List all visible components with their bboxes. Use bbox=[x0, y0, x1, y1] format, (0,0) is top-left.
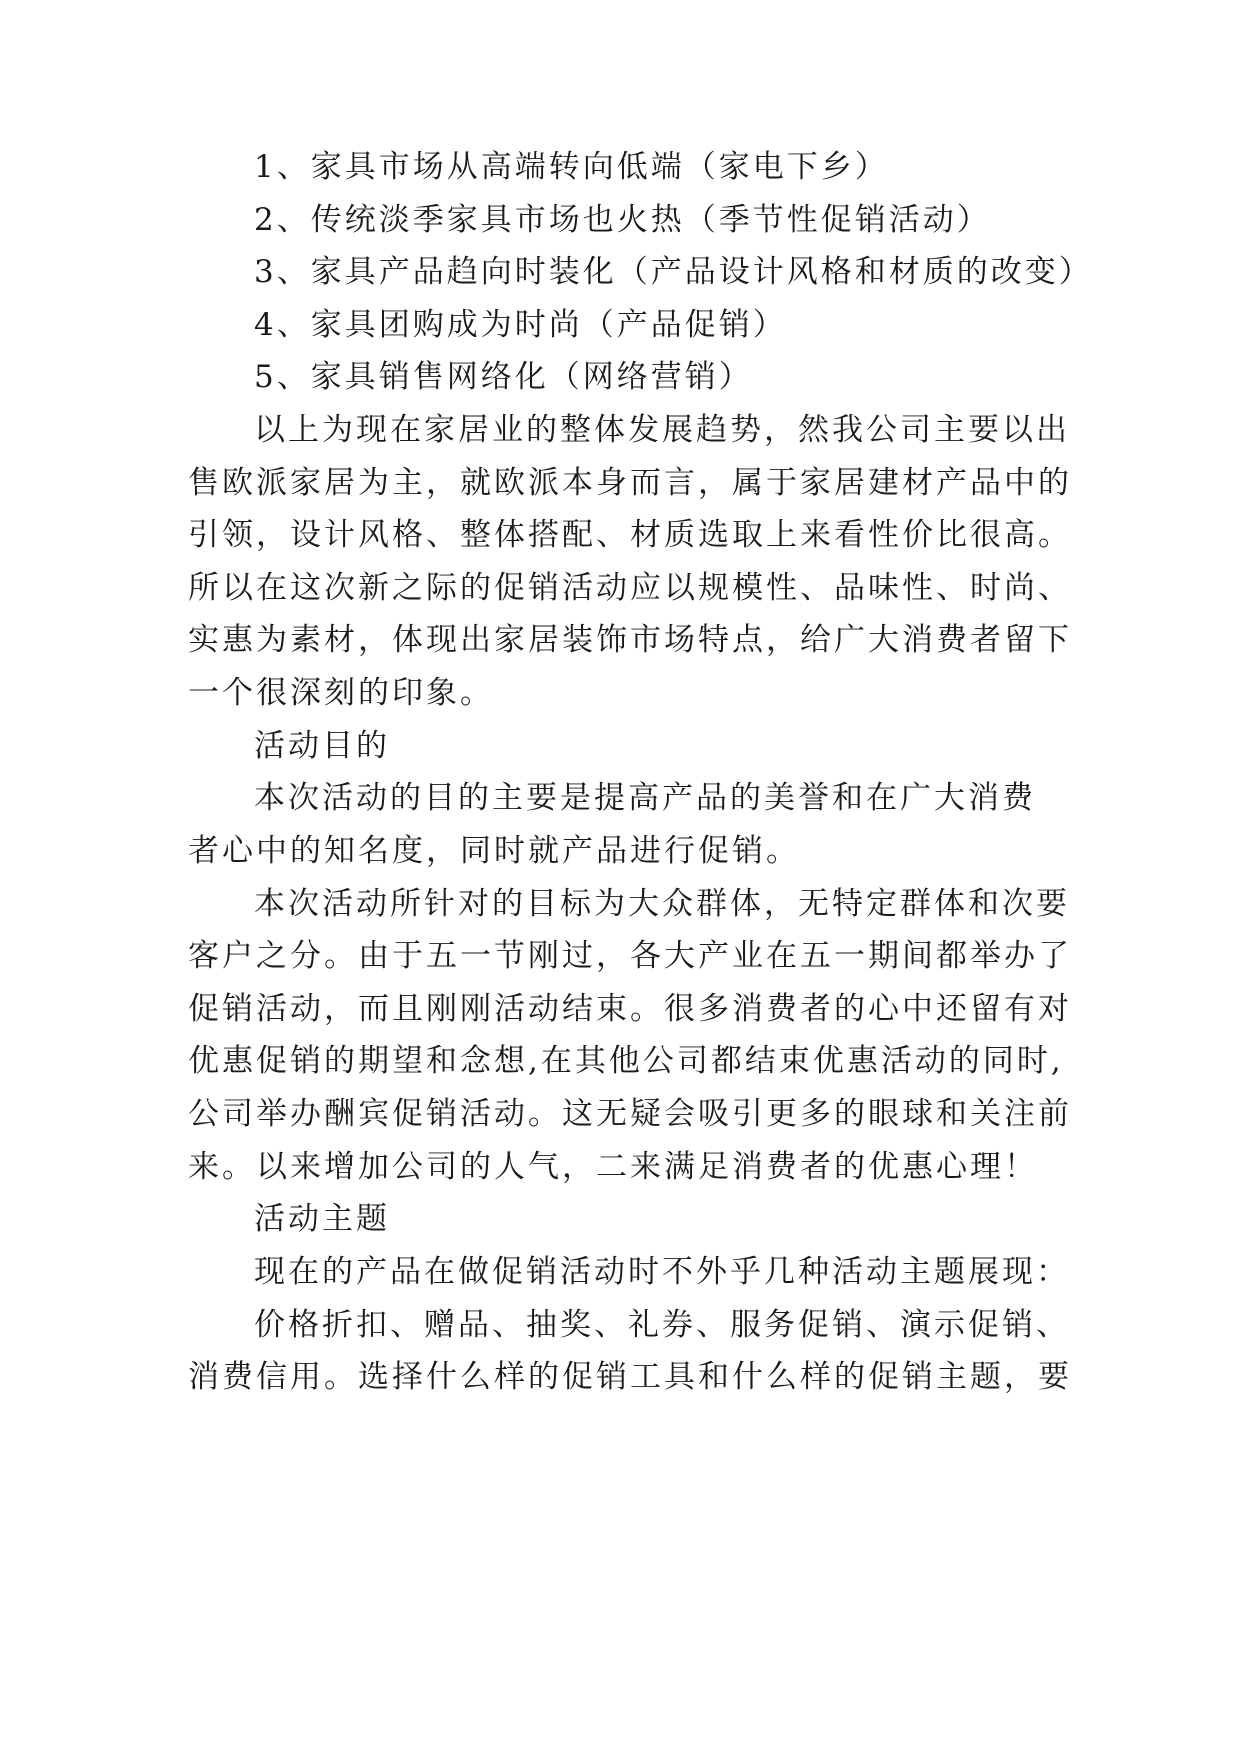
paragraph-line: 一个很深刻的印象。 bbox=[188, 675, 494, 711]
paragraph-line: 消费信用。选择什么样的促销工具和什么样的促销主题，要 bbox=[188, 1359, 1072, 1395]
paragraph-line: 促销活动，而且刚刚活动结束。很多消费者的心中还留有对 bbox=[188, 991, 1072, 1027]
section-heading-theme: 活动主题 bbox=[254, 1201, 390, 1237]
list-item: 3、家具产品趋向时装化（产品设计风格和材质的改变） bbox=[254, 254, 1093, 290]
paragraph-line: 来。以来增加公司的人气，二来满足消费者的优惠心理！ bbox=[188, 1149, 1038, 1185]
paragraph-line: 者心中的知名度，同时就产品进行促销。 bbox=[188, 833, 800, 869]
section-heading-purpose: 活动目的 bbox=[254, 728, 390, 764]
list-item: 4、家具团购成为时尚（产品促销） bbox=[254, 307, 787, 343]
paragraph-line: 价格折扣、赠品、抽奖、礼券、服务促销、演示促销、 bbox=[254, 1307, 1070, 1343]
paragraph-line: 公司举办酬宾促销活动。这无疑会吸引更多的眼球和关注前 bbox=[188, 1096, 1072, 1132]
paragraph-line: 实惠为素材，体现出家居装饰市场特点，给广大消费者留下 bbox=[188, 622, 1072, 658]
paragraph-line: 客户之分。由于五一节刚过，各大产业在五一期间都举办了 bbox=[188, 938, 1072, 974]
paragraph-line: 本次活动所针对的目标为大众群体，无特定群体和次要 bbox=[254, 886, 1070, 922]
paragraph-line: 售欧派家居为主，就欧派本身而言，属于家居建材产品中的 bbox=[188, 465, 1072, 501]
paragraph-line: 本次活动的目的主要是提高产品的美誉和在广大消费 bbox=[254, 780, 1036, 816]
paragraph-line: 所以在这次新之际的促销活动应以规模性、品味性、时尚、 bbox=[188, 570, 1072, 606]
paragraph-line: 优惠促销的期望和念想,在其他公司都结束优惠活动的同时, bbox=[188, 1043, 1064, 1079]
paragraph-line: 引领，设计风格、整体搭配、材质选取上来看性价比很高。 bbox=[188, 517, 1072, 553]
list-item: 1、家具市场从高端转向低端（家电下乡） bbox=[254, 149, 889, 185]
paragraph-line: 以上为现在家居业的整体发展趋势，然我公司主要以出 bbox=[254, 412, 1070, 448]
paragraph-line: 现在的产品在做促销活动时不外乎几种活动主题展现： bbox=[254, 1254, 1070, 1290]
list-item: 2、传统淡季家具市场也火热（季节性促销活动） bbox=[254, 202, 991, 238]
list-item: 5、家具销售网络化（网络营销） bbox=[254, 359, 753, 395]
